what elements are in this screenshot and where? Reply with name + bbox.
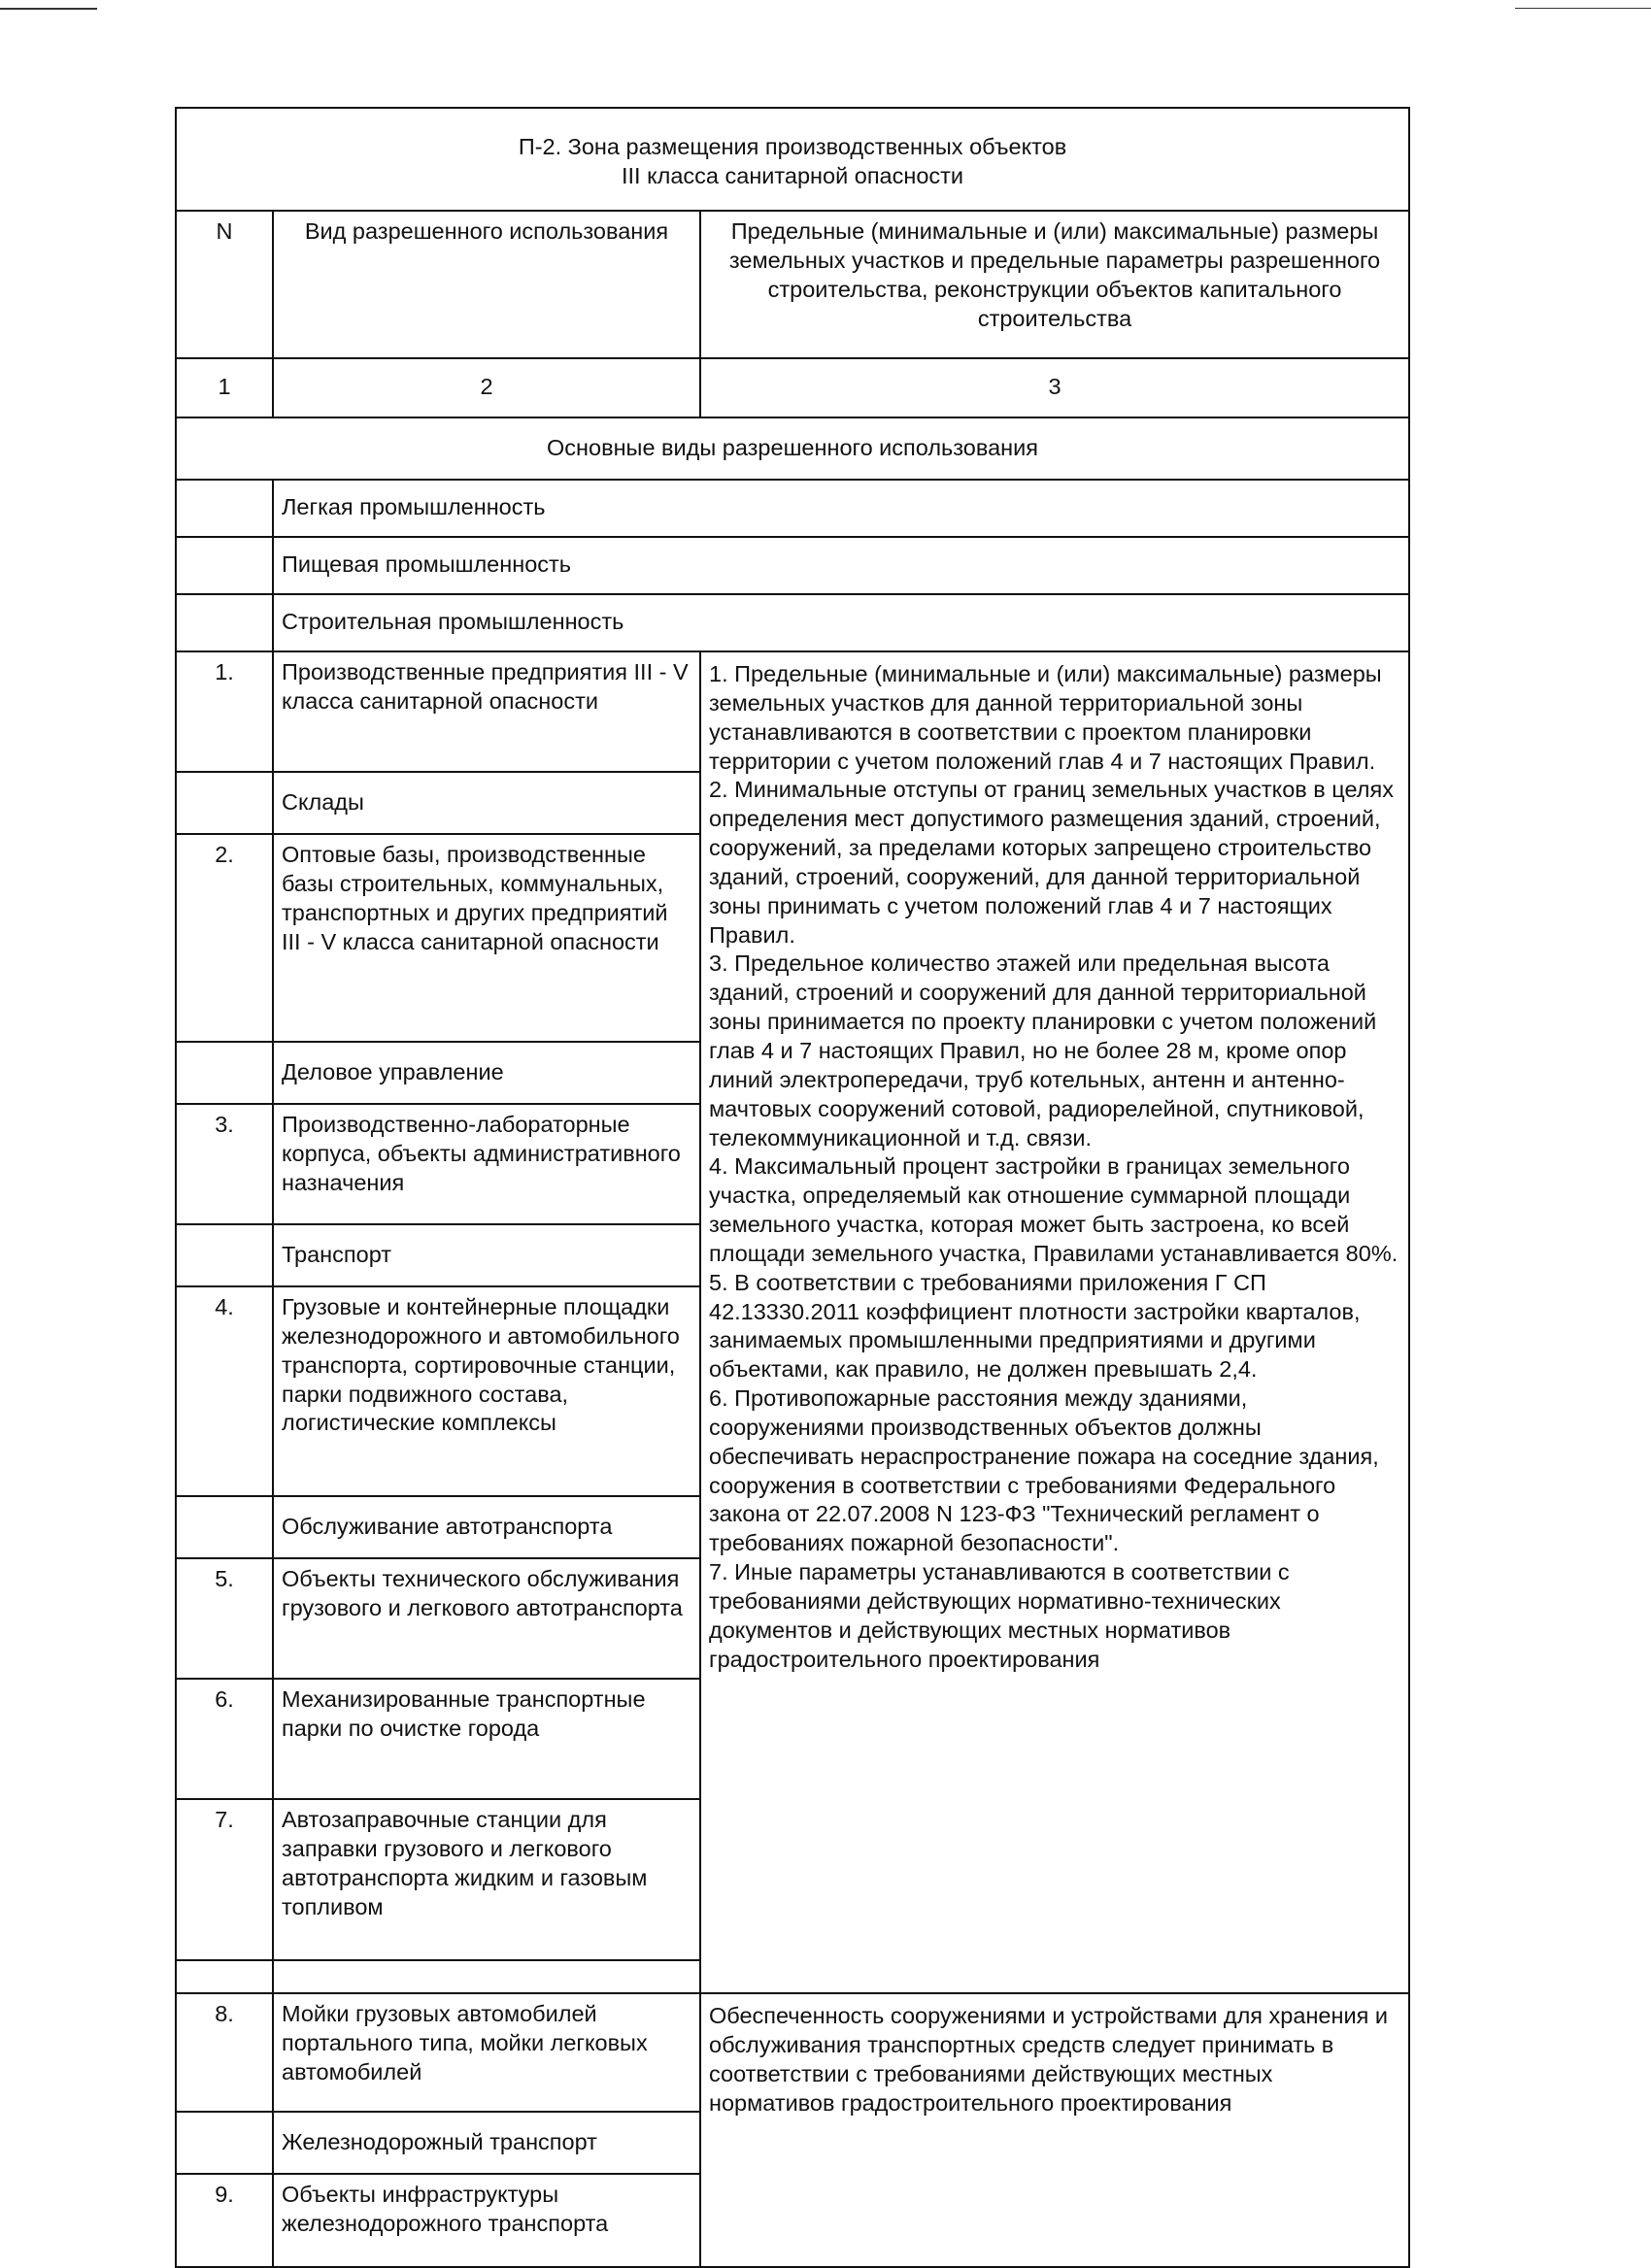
row-number: 4. xyxy=(176,1286,273,1496)
row-number: 8. xyxy=(176,1993,273,2112)
row-number: 1. xyxy=(176,651,273,772)
column-number-3: 3 xyxy=(700,358,1409,417)
parameter-item: 6. Противопожарные расстояния между зданиями, сооружениями производственных объектов должны обеспечивать нераспространение пожара на соседние здания, сооружения в соответствии с требованиями Федерального закона от 22.07.2008 N 123-ФЗ "Технический регламент о требованиях пожарной безопасности". xyxy=(709,1385,1379,1556)
parameter-item: 1. Предельные (минимальные и (или) максимальные) размеры земельных участков для данной территориальной зоны устанавливаются в соответствии с проектом планировки территории с учетом положений глав 4 и 7 настоящих Правил. xyxy=(709,661,1382,774)
column-number-2: 2 xyxy=(273,358,700,417)
row-use: Оптовые базы, производственные базы строительных, коммунальных, транспортных и других предприятий III - V класса санитарной опасности xyxy=(273,834,700,1042)
row-use: Деловое управление xyxy=(273,1042,700,1104)
title-row xyxy=(176,108,1409,211)
row-number-spacer xyxy=(176,1960,273,1993)
row-use: Объекты инфраструктуры железнодорожного транспорта xyxy=(273,2174,700,2267)
row-use: Объекты технического обслуживания грузового и легкового автотранспорта xyxy=(273,1558,700,1679)
header-row xyxy=(176,211,1409,358)
zone-title-line2: III класса санитарной опасности xyxy=(621,163,964,188)
scan-mark-top-left xyxy=(0,8,97,10)
row-use: Производственные предприятия III - V класса санитарной опасности xyxy=(273,651,700,772)
category-number-cell xyxy=(176,480,273,537)
row-use: Грузовые и контейнерные площадки железнодорожного и автомобильного транспорта, сортировочные станции, парки подвижного состава, логистические комплексы xyxy=(273,1286,700,1496)
column-number-row xyxy=(176,358,1409,417)
section-row xyxy=(176,417,1409,480)
parameter-item: 3. Предельное количество этажей или предельная высота зданий, строений и сооружений для данной территориальной зоны принимается по проекту планировки с учетом положений глав 4 и 7 настоящих Правил, но не более 28 м, кроме опор линий электропередачи, труб котельных, антенн и антенно-мачтовых сооружений сотовой, радиорелейной, спутниковой, телекоммуникационной и т.д. связи. xyxy=(709,951,1377,1151)
scan-mark-top-right xyxy=(1515,8,1651,9)
category-food-industry: Пищевая промышленность xyxy=(273,537,1409,594)
row-use: Мойки грузовых автомобилей портального типа, мойки легковых автомобилей xyxy=(273,1993,700,2112)
row-use: Механизированные транспортные парки по очистке города xyxy=(273,1679,700,1799)
zone-title xyxy=(176,108,1409,211)
category-row xyxy=(176,594,1409,651)
row-number: 6. xyxy=(176,1679,273,1799)
row-use: Автозаправочные станции для заправки грузового и легкового автотранспорта жидким и газовым топливом xyxy=(273,1799,700,1960)
row-use: Обслуживание автотранспорта xyxy=(273,1496,700,1558)
parameters-cell-main xyxy=(700,651,1409,1993)
row-number: 5. xyxy=(176,1558,273,1679)
row-use: Склады xyxy=(273,772,700,834)
parameters-cell-vehicles: Обеспеченность сооружениями и устройствами для хранения и обслуживания транспортных средств следует принимать в соответствии с требованиями действующих местных нормативов градостроительного проектирования xyxy=(700,1993,1409,2267)
row-number xyxy=(176,1042,273,1104)
row-use: Производственно-лабораторные корпуса, объекты административного назначения xyxy=(273,1104,700,1224)
table-row xyxy=(176,1993,1409,2112)
column-number-1: 1 xyxy=(176,358,273,417)
category-row xyxy=(176,480,1409,537)
header-parameters: Предельные (минимальные и (или) максимальные) размеры земельных участков и предельные параметры разрешенного строительства, реконструкции объектов капитального строительства xyxy=(700,211,1409,358)
row-use-spacer xyxy=(273,1960,700,1993)
row-use: Транспорт xyxy=(273,1224,700,1286)
category-construction-industry: Строительная промышленность xyxy=(273,594,1409,651)
parameter-item: 5. В соответствии с требованиями приложения Г СП 42.13330.2011 коэффициент плотности застройки кварталов, занимаемых промышленными предприятиями и другими объектами, как правило, не должен превышать 2,4. xyxy=(709,1269,1361,1383)
parameter-item: 2. Минимальные отступы от границ земельных участков в целях определения мест допустимого размещения зданий, строений, сооружений, за пределами которых запрещено строительство зданий, строений, сооружений, для данной территориальной зоны принимать с учетом положений глав 4 и 7 настоящих Правил. xyxy=(709,777,1394,948)
row-number: 3. xyxy=(176,1104,273,1224)
row-number: 9. xyxy=(176,2174,273,2267)
header-use-type: Вид разрешенного использования xyxy=(273,211,700,358)
row-number xyxy=(176,2112,273,2174)
category-number-cell xyxy=(176,594,273,651)
table-row xyxy=(176,651,1409,772)
header-number: N xyxy=(176,211,273,358)
row-use: Железнодорожный транспорт xyxy=(273,2112,700,2174)
parameter-item: 4. Максимальный процент застройки в границах земельного участка, определяемый как отношение суммарной площади земельного участка, которая может быть застроена, ко всей площади земельного участка, Правилами устанавливается 80%. xyxy=(709,1153,1398,1266)
zone-table xyxy=(175,107,1410,2268)
row-number xyxy=(176,1224,273,1286)
category-light-industry: Легкая промышленность xyxy=(273,480,1409,537)
row-number xyxy=(176,1496,273,1558)
row-number: 2. xyxy=(176,834,273,1042)
row-number: 7. xyxy=(176,1799,273,1960)
category-row xyxy=(176,537,1409,594)
row-number xyxy=(176,772,273,834)
category-number-cell xyxy=(176,537,273,594)
zone-title-line1: П-2. Зона размещения производственных объектов xyxy=(518,134,1067,160)
parameter-item: 7. Иные параметры устанавливаются в соответствии с требованиями действующих нормативно-технических документов и действующих местных нормативов градостроительного проектирования xyxy=(709,1559,1290,1672)
section-title: Основные виды разрешенного использования xyxy=(176,417,1409,480)
